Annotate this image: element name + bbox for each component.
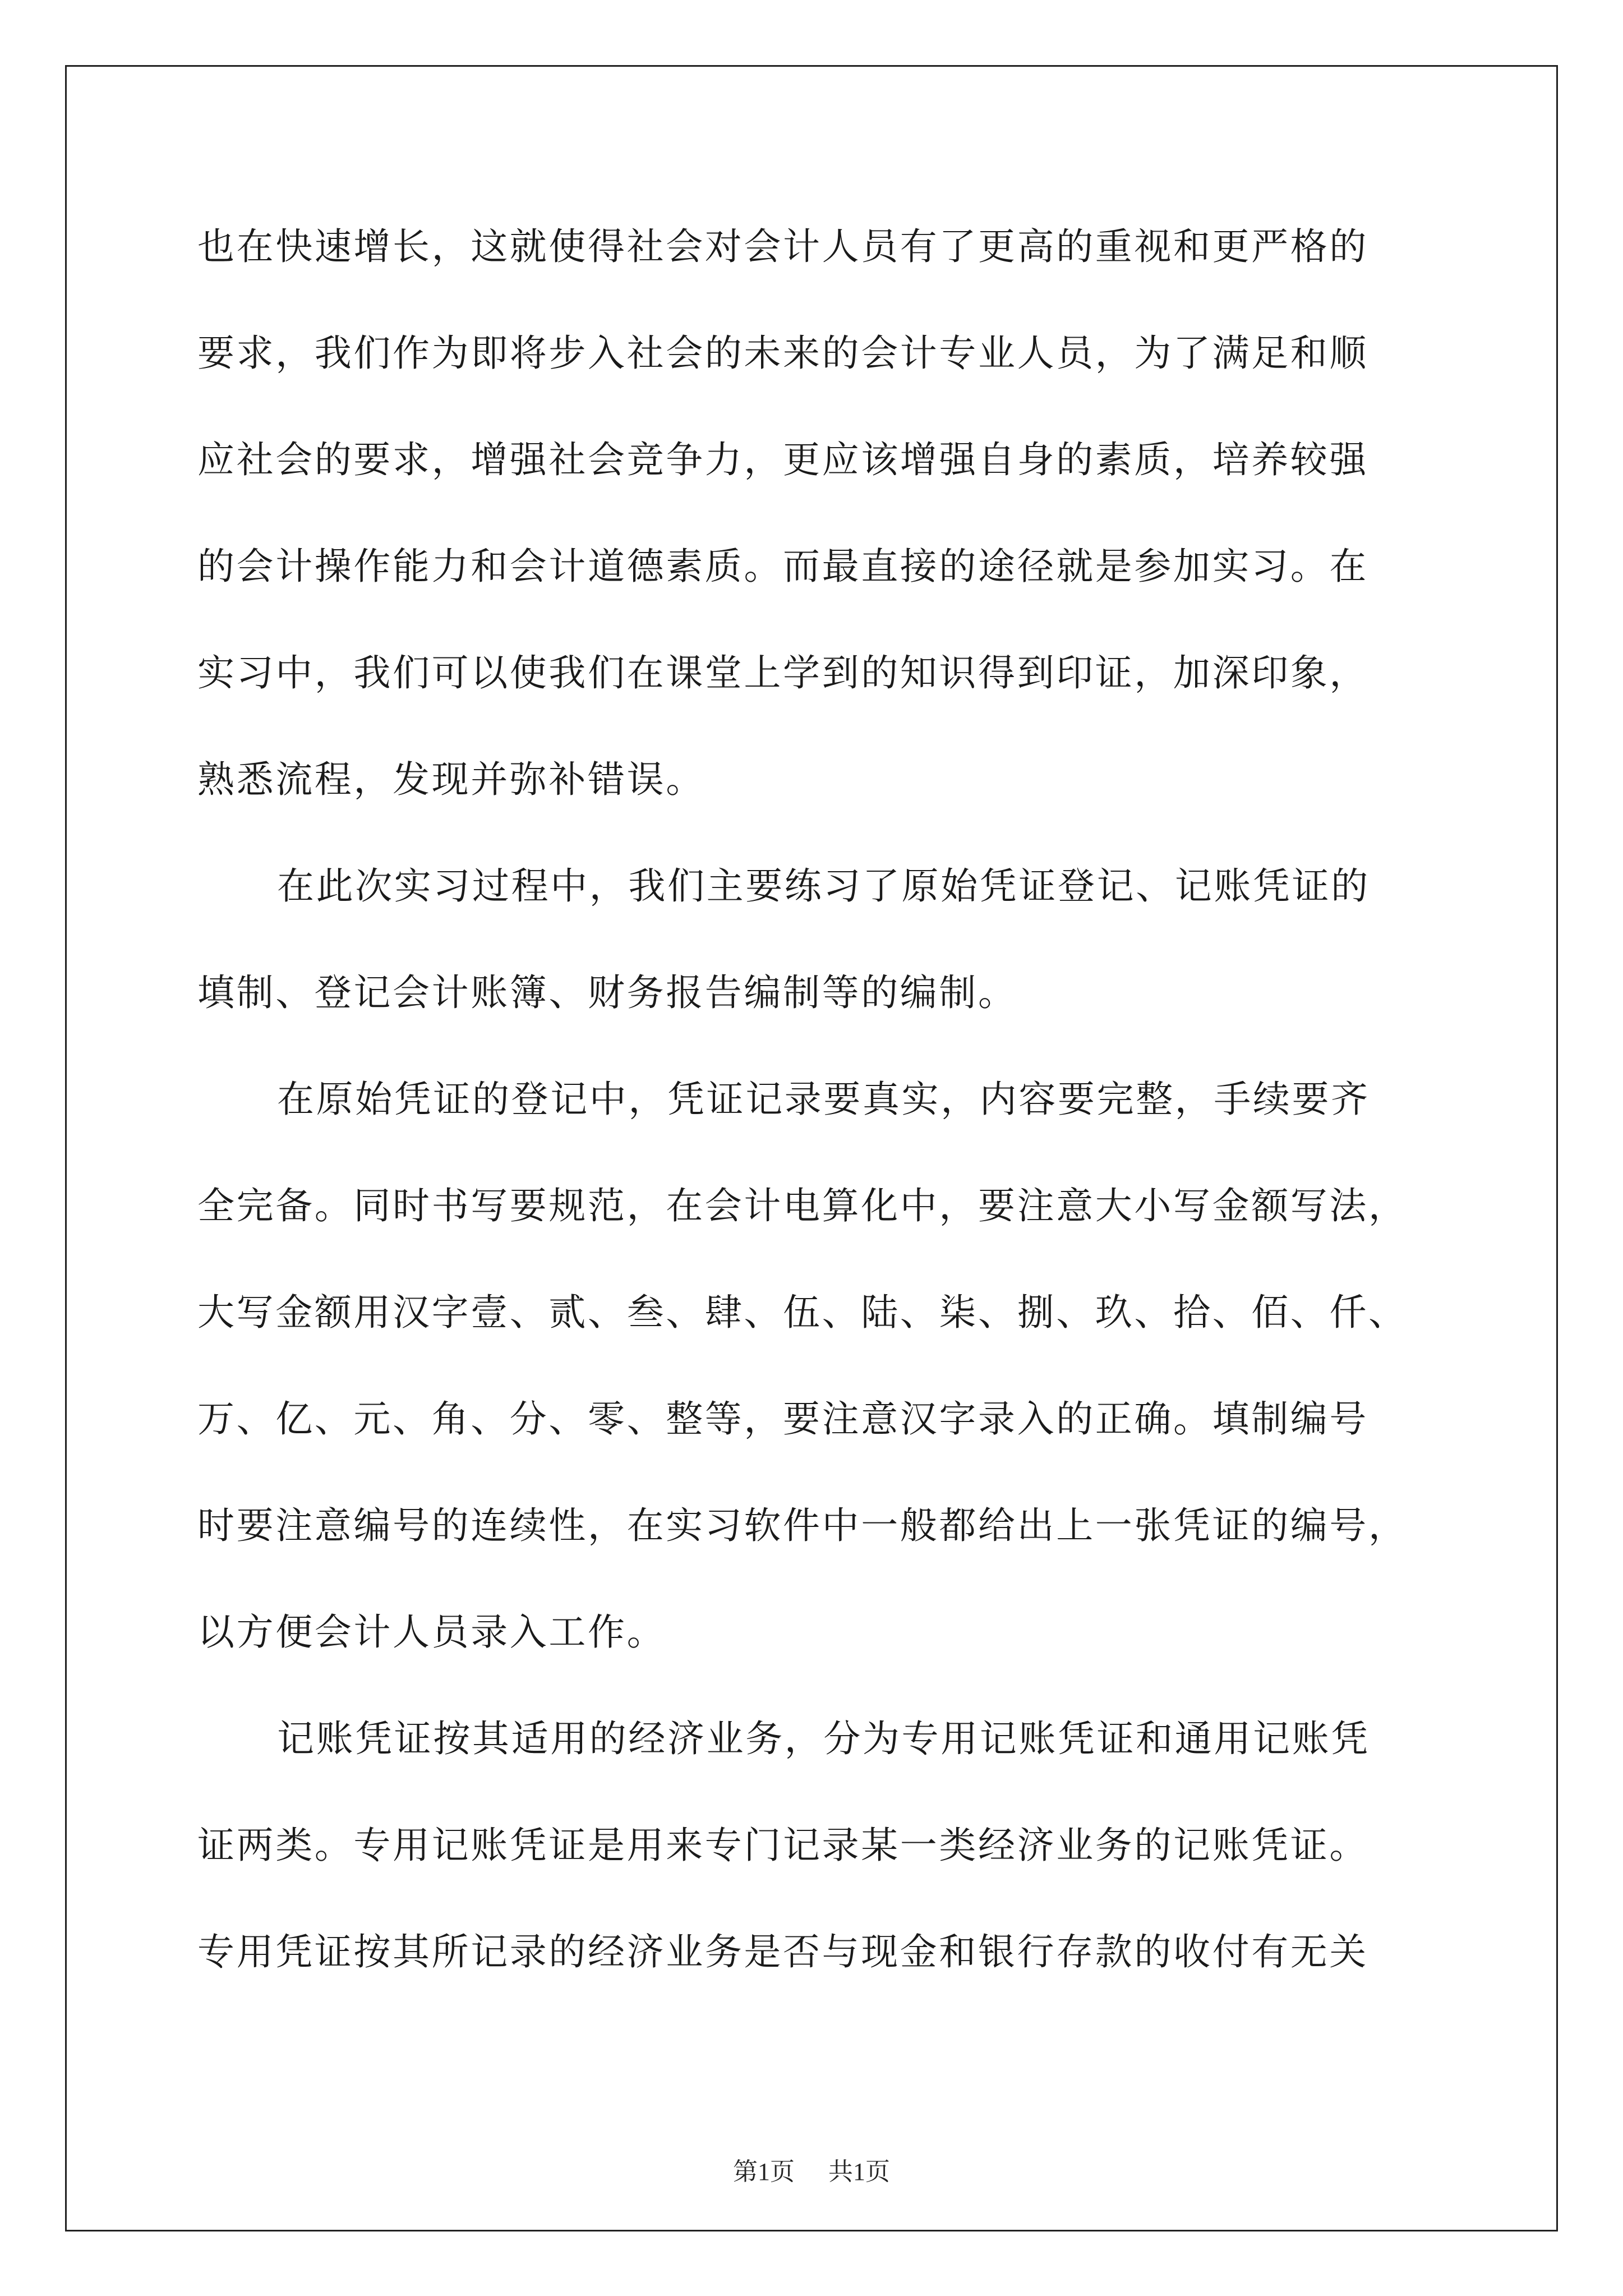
- text-line: 要求，我们作为即将步入社会的未来的会计专业人员，为了满足和顺: [197, 332, 1368, 375]
- page-number: 第1页: [733, 2158, 795, 2185]
- text-line: 填制、登记会计账簿、财务报告编制等的编制。: [197, 971, 1017, 1014]
- text-line: 也在快速增长，这就使得社会对会计人员有了更高的重视和更严格的: [197, 225, 1368, 268]
- text-line: 的会计操作能力和会计道德素质。而最直接的途径就是参加实习。在: [197, 545, 1368, 588]
- page-total: 共1页: [828, 2158, 890, 2185]
- text-line: 以方便会计人员录入工作。: [197, 1611, 666, 1654]
- text-line: 熟悉流程，发现并弥补错误。: [197, 758, 705, 801]
- page-footer: [0, 2155, 1623, 2189]
- text-line: 在原始凭证的登记中，凭证记录要真实，内容要完整，手续要齐: [277, 1078, 1370, 1121]
- text-line: 证两类。专用记账凭证是用来专门记录某一类经济业务的记账凭证。: [197, 1824, 1368, 1867]
- text-line: 在此次实习过程中，我们主要练习了原始凭证登记、记账凭证的: [277, 864, 1370, 908]
- page-border: [65, 65, 1558, 2231]
- text-line: 应社会的要求，增强社会竞争力，更应该增强自身的素质，培养较强: [197, 438, 1368, 481]
- text-line: 记账凭证按其适用的经济业务，分为专用记账凭证和通用记账凭: [277, 1717, 1370, 1760]
- text-line: 实习中，我们可以使我们在课堂上学到的知识得到印证，加深印象，: [197, 651, 1368, 694]
- text-line: 时要注意编号的连续性，在实习软件中一般都给出上一张凭证的编号，: [197, 1504, 1408, 1547]
- text-line: 专用凭证按其所记录的经济业务是否与现金和银行存款的收付有无关: [197, 1930, 1368, 1973]
- text-line: 万、亿、元、角、分、零、整等，要注意汉字录入的正确。填制编号: [197, 1397, 1368, 1441]
- text-line: 大写金额用汉字壹、贰、叁、肆、伍、陆、柒、捌、玖、拾、佰、仟、: [197, 1291, 1408, 1334]
- text-line: 全完备。同时书写要规范，在会计电算化中，要注意大小写金额写法，: [197, 1184, 1408, 1227]
